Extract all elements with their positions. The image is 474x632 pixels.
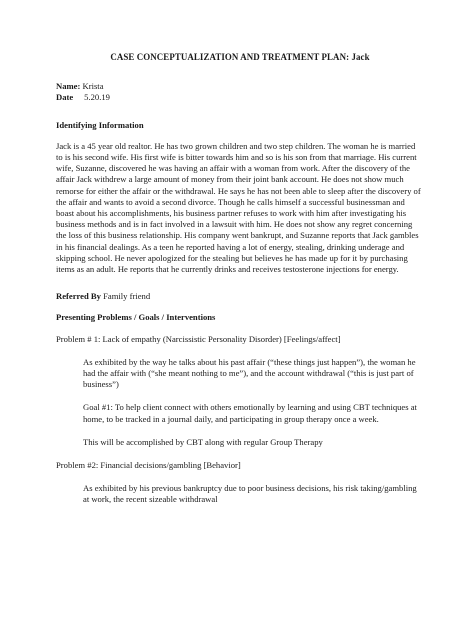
date-value: 5.20.19 bbox=[84, 92, 110, 103]
name-label: Name: bbox=[56, 81, 81, 92]
problem-1-method: This will be accomplished by CBT along with regular Group Therapy bbox=[83, 436, 323, 447]
problem-1-goal: Goal #1: To help client connect with others emotionally by learning and using CBT techniques at home, to be tracked in a journal daily, and participating in group therapy once a week. bbox=[83, 402, 417, 424]
problem-2-evidence: As exhibited by his previous bankruptcy due to poor business decisions, his risk taking/gambling at work, the recent sizeable withdrawal bbox=[83, 483, 417, 505]
presenting-heading: Presenting Problems / Goals / Interventions bbox=[56, 312, 216, 323]
date-row bbox=[56, 92, 424, 103]
date-label: Date bbox=[56, 92, 74, 103]
referred-value: Family friend bbox=[103, 291, 151, 302]
identifying-paragraph: Jack is a 45 year old realtor. He has two grown children and two step children. The woman he is married to is his second wife. His first wife is bitter towards him and so is his son from that marriage. His current wife, Suzanne, discovered he was having an affair with a woman from work. After the discovery of the affair Jack withdrew a large amount of money from their joint bank account. He does not show much remorse for either the affair or the withdrawal. He says he has not been able to sleep after the discovery of the affair and wants to avoid a second divorce. Though he calls himself a successful businessman and boast about his accomplishments, his business partner refuses to work with him after investigating his business methods and is in fact involved in a lawsuit with him. He does not show any regret concerning the loss of this business relationship. His company went bankrupt, and Suzanne reports that Jack gambles in his financial dealings. As a teen he reported having a lot of energy, stealing, drinking underage and skipping school. He never apologized for the stealing but believes he has made up for it by purchasing items as an adult. He reports that he currently drinks and receives testosterone injections for energy. bbox=[56, 140, 421, 275]
problem-2-heading: Problem #2: Financial decisions/gambling [Behavior] bbox=[56, 460, 241, 471]
identifying-heading: Identifying Information bbox=[56, 119, 144, 130]
referred-row bbox=[56, 291, 424, 302]
referred-label: Referred By bbox=[56, 291, 101, 302]
name-row bbox=[56, 81, 424, 92]
document-title: CASE CONCEPTUALIZATION AND TREATMENT PLAN: Jack bbox=[110, 52, 370, 62]
problem-1-heading: Problem # 1: Lack of empathy (Narcissistic Personality Disorder) [Feelings/affect] bbox=[56, 333, 341, 344]
name-value: Krista bbox=[82, 81, 104, 92]
problem-1-evidence: As exhibited by the way he talks about his past affair (“these things just happen”), the woman he had the affair with (“she meant nothing to me”), and the account withdrawal (“this is just part of business”) bbox=[83, 356, 416, 390]
